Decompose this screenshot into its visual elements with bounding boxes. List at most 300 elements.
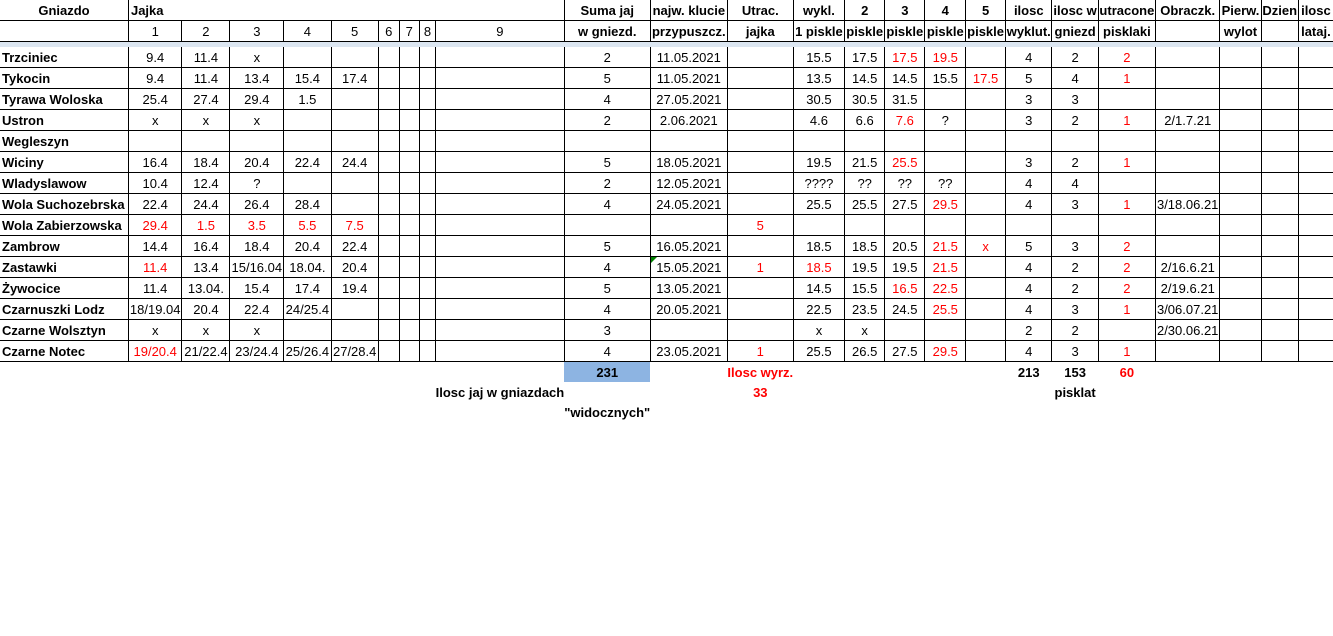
header-cell[interactable]: wykl. bbox=[793, 0, 845, 21]
data-cell[interactable]: 26.5 bbox=[845, 341, 885, 362]
data-cell[interactable] bbox=[1098, 173, 1155, 194]
data-cell[interactable]: 23.5 bbox=[845, 299, 885, 320]
data-cell[interactable] bbox=[1261, 236, 1298, 257]
data-cell[interactable] bbox=[436, 173, 565, 194]
total-cell[interactable] bbox=[650, 402, 727, 422]
data-cell[interactable]: 15.4 bbox=[284, 68, 331, 89]
data-cell[interactable]: 11.4 bbox=[128, 278, 181, 299]
total-cell[interactable] bbox=[1298, 362, 1333, 383]
data-cell[interactable]: 4 bbox=[1006, 299, 1052, 320]
data-cell[interactable]: 19.5 bbox=[885, 257, 925, 278]
gniezd-total[interactable]: 153 bbox=[1064, 364, 1086, 380]
data-cell[interactable] bbox=[399, 152, 419, 173]
data-cell[interactable] bbox=[1098, 131, 1155, 152]
data-cell[interactable]: 3.5 bbox=[230, 215, 284, 236]
data-cell[interactable] bbox=[419, 173, 435, 194]
data-cell[interactable] bbox=[1098, 215, 1155, 236]
data-cell[interactable] bbox=[1298, 194, 1333, 215]
data-cell[interactable]: 15.5 bbox=[845, 278, 885, 299]
data-cell[interactable] bbox=[378, 236, 399, 257]
header-cell[interactable]: ilosc bbox=[1006, 0, 1052, 21]
data-cell[interactable] bbox=[436, 341, 565, 362]
data-cell[interactable]: 19.5 bbox=[925, 47, 966, 68]
header-cell[interactable]: 6 bbox=[378, 21, 399, 42]
data-cell[interactable]: 22.4 bbox=[284, 152, 331, 173]
total-cell[interactable] bbox=[436, 402, 565, 422]
data-cell[interactable]: ? bbox=[925, 110, 966, 131]
data-cell[interactable] bbox=[378, 341, 399, 362]
data-cell[interactable]: 21.5 bbox=[925, 257, 966, 278]
pisklat-label[interactable]: pisklat bbox=[1054, 384, 1096, 400]
data-cell[interactable]: 31.5 bbox=[885, 89, 925, 110]
data-cell[interactable]: 3 bbox=[1052, 341, 1098, 362]
data-cell[interactable]: 18.5 bbox=[793, 236, 845, 257]
data-cell[interactable] bbox=[1220, 236, 1261, 257]
total-cell[interactable] bbox=[793, 382, 845, 402]
total-cell[interactable] bbox=[378, 402, 399, 422]
total-cell[interactable] bbox=[399, 402, 419, 422]
header-cell[interactable]: 8 bbox=[419, 21, 435, 42]
data-cell[interactable]: 7.5 bbox=[331, 215, 378, 236]
data-cell[interactable] bbox=[128, 131, 181, 152]
total-cell[interactable] bbox=[182, 362, 230, 383]
data-cell[interactable]: 1 bbox=[1098, 299, 1155, 320]
data-cell[interactable] bbox=[885, 320, 925, 341]
total-cell[interactable] bbox=[885, 362, 925, 383]
data-cell[interactable]: 25.5 bbox=[885, 152, 925, 173]
data-cell[interactable] bbox=[378, 152, 399, 173]
total-cell[interactable] bbox=[284, 362, 331, 383]
data-cell[interactable]: 24.4 bbox=[331, 152, 378, 173]
data-cell[interactable] bbox=[378, 110, 399, 131]
total-cell[interactable] bbox=[0, 382, 128, 402]
data-cell[interactable] bbox=[1006, 215, 1052, 236]
data-cell[interactable] bbox=[727, 89, 793, 110]
data-cell[interactable]: 2 bbox=[1052, 110, 1098, 131]
data-cell[interactable] bbox=[1261, 131, 1298, 152]
data-cell[interactable] bbox=[1298, 236, 1333, 257]
data-cell[interactable] bbox=[845, 215, 885, 236]
nest-name-cell[interactable]: Czarnuszki Lodz bbox=[0, 299, 128, 320]
data-cell[interactable]: 26.4 bbox=[230, 194, 284, 215]
data-cell[interactable]: 15.5 bbox=[925, 68, 966, 89]
total-cell[interactable] bbox=[925, 382, 966, 402]
data-cell[interactable]: 7.6 bbox=[885, 110, 925, 131]
data-cell[interactable]: 22.4 bbox=[128, 194, 181, 215]
data-cell[interactable]: 11.05.2021 bbox=[650, 68, 727, 89]
data-cell[interactable] bbox=[966, 152, 1006, 173]
data-cell[interactable] bbox=[925, 152, 966, 173]
data-cell[interactable] bbox=[1052, 131, 1098, 152]
header-cell[interactable]: 5 bbox=[331, 21, 378, 42]
data-cell[interactable] bbox=[1298, 341, 1333, 362]
total-cell[interactable] bbox=[419, 362, 435, 383]
data-cell[interactable]: 5 bbox=[564, 68, 650, 89]
data-cell[interactable]: 3 bbox=[564, 320, 650, 341]
total-cell[interactable] bbox=[793, 362, 845, 383]
total-cell[interactable] bbox=[399, 362, 419, 383]
header-cell[interactable]: ilosc bbox=[1298, 0, 1333, 21]
data-cell[interactable]: 17.5 bbox=[885, 47, 925, 68]
data-cell[interactable]: 5 bbox=[1006, 68, 1052, 89]
data-cell[interactable]: 2 bbox=[1052, 320, 1098, 341]
data-cell[interactable]: 25.5 bbox=[845, 194, 885, 215]
data-cell[interactable] bbox=[966, 110, 1006, 131]
data-cell[interactable] bbox=[966, 341, 1006, 362]
data-cell[interactable] bbox=[419, 89, 435, 110]
data-cell[interactable]: 17.5 bbox=[966, 68, 1006, 89]
data-cell[interactable] bbox=[419, 257, 435, 278]
data-cell[interactable]: 14.5 bbox=[793, 278, 845, 299]
data-cell[interactable] bbox=[378, 47, 399, 68]
data-cell[interactable] bbox=[436, 89, 565, 110]
nest-name-cell[interactable]: Wladyslawow bbox=[0, 173, 128, 194]
total-cell[interactable] bbox=[1098, 382, 1155, 402]
data-cell[interactable] bbox=[1298, 110, 1333, 131]
data-cell[interactable]: 20.05.2021 bbox=[650, 299, 727, 320]
header-cell[interactable]: piskle bbox=[966, 21, 1006, 42]
data-cell[interactable] bbox=[436, 131, 565, 152]
total-cell[interactable] bbox=[128, 362, 181, 383]
data-cell[interactable]: 1 bbox=[727, 341, 793, 362]
data-cell[interactable] bbox=[378, 299, 399, 320]
header-cell[interactable] bbox=[1156, 21, 1220, 42]
total-cell[interactable] bbox=[128, 402, 181, 422]
header-cell[interactable]: 3 bbox=[230, 21, 284, 42]
data-cell[interactable] bbox=[727, 320, 793, 341]
header-cell[interactable]: ilosc w bbox=[1052, 0, 1098, 21]
data-cell[interactable]: 22.5 bbox=[793, 299, 845, 320]
data-cell[interactable]: 28.4 bbox=[284, 194, 331, 215]
data-cell[interactable] bbox=[1261, 299, 1298, 320]
data-cell[interactable]: 2 bbox=[1052, 152, 1098, 173]
data-cell[interactable] bbox=[1298, 47, 1333, 68]
data-cell[interactable] bbox=[727, 173, 793, 194]
data-cell[interactable] bbox=[1220, 215, 1261, 236]
data-cell[interactable]: 3 bbox=[1052, 89, 1098, 110]
total-cell[interactable] bbox=[419, 382, 435, 402]
data-cell[interactable] bbox=[966, 320, 1006, 341]
header-cell[interactable]: Utrac. bbox=[727, 0, 793, 21]
header-cell[interactable] bbox=[284, 0, 331, 21]
header-cell[interactable]: lataj. bbox=[1298, 21, 1333, 42]
total-cell[interactable] bbox=[1298, 382, 1333, 402]
data-cell[interactable]: 5 bbox=[564, 278, 650, 299]
data-cell[interactable]: 4 bbox=[1006, 341, 1052, 362]
data-cell[interactable] bbox=[399, 173, 419, 194]
total-cell[interactable] bbox=[1156, 362, 1220, 383]
header-cell[interactable]: 5 bbox=[966, 0, 1006, 21]
total-cell[interactable] bbox=[1052, 402, 1098, 422]
total-cell[interactable] bbox=[378, 362, 399, 383]
total-cell[interactable] bbox=[1220, 382, 1261, 402]
data-cell[interactable] bbox=[1156, 68, 1220, 89]
total-cell[interactable] bbox=[1261, 382, 1298, 402]
data-cell[interactable]: 1.5 bbox=[182, 215, 230, 236]
data-cell[interactable]: ?? bbox=[925, 173, 966, 194]
data-cell[interactable] bbox=[650, 215, 727, 236]
data-cell[interactable]: x bbox=[182, 110, 230, 131]
total-cell[interactable] bbox=[378, 382, 399, 402]
data-cell[interactable] bbox=[925, 320, 966, 341]
data-cell[interactable] bbox=[399, 68, 419, 89]
data-cell[interactable] bbox=[331, 173, 378, 194]
data-cell[interactable] bbox=[1261, 278, 1298, 299]
data-cell[interactable]: 3 bbox=[1006, 152, 1052, 173]
data-cell[interactable] bbox=[419, 110, 435, 131]
data-cell[interactable] bbox=[1298, 299, 1333, 320]
data-cell[interactable]: 2/30.06.21 bbox=[1156, 320, 1220, 341]
total-cell[interactable] bbox=[230, 402, 284, 422]
data-cell[interactable] bbox=[845, 131, 885, 152]
ilosc-wyrz-label[interactable]: Ilosc wyrz. bbox=[727, 364, 794, 380]
data-cell[interactable] bbox=[727, 236, 793, 257]
header-cell[interactable]: 4 bbox=[925, 0, 966, 21]
header-cell[interactable]: 9 bbox=[436, 21, 565, 42]
data-cell[interactable]: 1 bbox=[1098, 68, 1155, 89]
data-cell[interactable]: 2 bbox=[564, 47, 650, 68]
data-cell[interactable] bbox=[727, 131, 793, 152]
header-cell[interactable] bbox=[419, 0, 435, 21]
data-cell[interactable] bbox=[436, 68, 565, 89]
nest-name-cell[interactable]: Wola Zabierzowska bbox=[0, 215, 128, 236]
total-cell[interactable] bbox=[845, 382, 885, 402]
header-cell[interactable]: Jajka bbox=[128, 0, 181, 21]
total-cell[interactable] bbox=[436, 362, 565, 383]
data-cell[interactable] bbox=[966, 173, 1006, 194]
data-cell[interactable] bbox=[1156, 152, 1220, 173]
data-cell[interactable]: 2 bbox=[564, 173, 650, 194]
data-cell[interactable]: 4 bbox=[1006, 47, 1052, 68]
total-cell[interactable] bbox=[793, 402, 845, 422]
data-cell[interactable]: 2 bbox=[1098, 257, 1155, 278]
data-cell[interactable]: 1 bbox=[1098, 341, 1155, 362]
data-cell[interactable] bbox=[436, 278, 565, 299]
header-cell[interactable]: 3 bbox=[885, 0, 925, 21]
data-cell[interactable] bbox=[1298, 68, 1333, 89]
header-cell[interactable]: pisklaki bbox=[1098, 21, 1155, 42]
data-cell[interactable]: 2 bbox=[1006, 320, 1052, 341]
data-cell[interactable] bbox=[1220, 110, 1261, 131]
total-cell[interactable] bbox=[399, 382, 419, 402]
data-cell[interactable]: 4 bbox=[1006, 194, 1052, 215]
total-cell[interactable] bbox=[230, 362, 284, 383]
data-cell[interactable]: 20.4 bbox=[230, 152, 284, 173]
total-cell[interactable] bbox=[845, 362, 885, 383]
data-cell[interactable] bbox=[1098, 89, 1155, 110]
total-cell[interactable] bbox=[885, 382, 925, 402]
data-cell[interactable]: 4 bbox=[564, 299, 650, 320]
nest-name-cell[interactable]: Wiciny bbox=[0, 152, 128, 173]
header-cell[interactable]: w gniezd. bbox=[564, 21, 650, 42]
data-cell[interactable]: 24.4 bbox=[182, 194, 230, 215]
data-cell[interactable] bbox=[436, 47, 565, 68]
data-cell[interactable] bbox=[727, 152, 793, 173]
data-cell[interactable]: 13.4 bbox=[230, 68, 284, 89]
data-cell[interactable] bbox=[1298, 257, 1333, 278]
header-cell[interactable] bbox=[378, 0, 399, 21]
data-cell[interactable] bbox=[378, 215, 399, 236]
data-cell[interactable] bbox=[1220, 299, 1261, 320]
data-cell[interactable]: 12.05.2021 bbox=[650, 173, 727, 194]
data-cell[interactable] bbox=[1156, 341, 1220, 362]
header-cell[interactable]: 2 bbox=[182, 21, 230, 42]
total-cell[interactable] bbox=[284, 382, 331, 402]
data-cell[interactable] bbox=[727, 110, 793, 131]
total-cell[interactable] bbox=[1156, 382, 1220, 402]
data-cell[interactable] bbox=[966, 215, 1006, 236]
data-cell[interactable]: 2 bbox=[1052, 278, 1098, 299]
data-cell[interactable] bbox=[436, 215, 565, 236]
data-cell[interactable]: 16.05.2021 bbox=[650, 236, 727, 257]
data-cell[interactable] bbox=[284, 47, 331, 68]
data-cell[interactable] bbox=[1156, 236, 1220, 257]
data-cell[interactable] bbox=[419, 194, 435, 215]
data-cell[interactable]: 4 bbox=[564, 257, 650, 278]
total-cell[interactable] bbox=[331, 382, 378, 402]
data-cell[interactable]: 29.4 bbox=[230, 89, 284, 110]
data-cell[interactable] bbox=[436, 152, 565, 173]
data-cell[interactable]: 3/18.06.21 bbox=[1156, 194, 1220, 215]
data-cell[interactable] bbox=[419, 152, 435, 173]
total-cell[interactable] bbox=[1261, 402, 1298, 422]
header-cell[interactable]: Gniazdo bbox=[0, 0, 128, 21]
data-cell[interactable]: 1 bbox=[1098, 194, 1155, 215]
data-cell[interactable]: ? bbox=[230, 173, 284, 194]
header-cell[interactable]: 7 bbox=[399, 21, 419, 42]
data-cell[interactable] bbox=[1156, 173, 1220, 194]
data-cell[interactable]: 15.05.2021 bbox=[650, 257, 727, 278]
nest-name-cell[interactable]: Wola Suchozebrska bbox=[0, 194, 128, 215]
data-cell[interactable]: 1 bbox=[1098, 152, 1155, 173]
data-cell[interactable] bbox=[1220, 47, 1261, 68]
data-cell[interactable]: 20.4 bbox=[331, 257, 378, 278]
data-cell[interactable] bbox=[399, 320, 419, 341]
header-cell[interactable]: Pierw. bbox=[1220, 0, 1261, 21]
data-cell[interactable]: 29.4 bbox=[128, 215, 181, 236]
data-cell[interactable] bbox=[1261, 110, 1298, 131]
total-cell[interactable] bbox=[230, 382, 284, 402]
data-cell[interactable] bbox=[727, 278, 793, 299]
utracone-total[interactable]: 60 bbox=[1119, 364, 1135, 380]
data-cell[interactable] bbox=[966, 131, 1006, 152]
data-cell[interactable] bbox=[966, 194, 1006, 215]
data-cell[interactable]: 22.4 bbox=[230, 299, 284, 320]
data-cell[interactable] bbox=[331, 320, 378, 341]
data-cell[interactable]: 27.5 bbox=[885, 194, 925, 215]
header-cell[interactable]: wylot bbox=[1220, 21, 1261, 42]
data-cell[interactable]: 25.5 bbox=[793, 341, 845, 362]
header-cell[interactable] bbox=[331, 0, 378, 21]
data-cell[interactable]: 5 bbox=[564, 236, 650, 257]
data-cell[interactable] bbox=[1298, 89, 1333, 110]
data-cell[interactable] bbox=[1261, 194, 1298, 215]
data-cell[interactable]: 15.4 bbox=[230, 278, 284, 299]
data-cell[interactable]: 15/16.04 bbox=[230, 257, 284, 278]
data-cell[interactable]: 24.5 bbox=[885, 299, 925, 320]
data-cell[interactable]: 20.4 bbox=[284, 236, 331, 257]
total-cell[interactable] bbox=[1261, 362, 1298, 383]
header-cell[interactable]: najw. klucie bbox=[650, 0, 727, 21]
data-cell[interactable] bbox=[966, 257, 1006, 278]
data-cell[interactable] bbox=[419, 278, 435, 299]
total-cell[interactable] bbox=[331, 402, 378, 422]
data-cell[interactable]: 4 bbox=[564, 194, 650, 215]
total-cell[interactable] bbox=[650, 382, 727, 402]
data-cell[interactable]: 21/22.4 bbox=[182, 341, 230, 362]
data-cell[interactable]: ?? bbox=[885, 173, 925, 194]
header-cell[interactable]: utracone bbox=[1098, 0, 1155, 21]
data-cell[interactable] bbox=[419, 236, 435, 257]
total-cell[interactable] bbox=[966, 362, 1006, 383]
header-cell[interactable]: piskle bbox=[845, 21, 885, 42]
data-cell[interactable] bbox=[1156, 131, 1220, 152]
data-cell[interactable] bbox=[1261, 89, 1298, 110]
data-cell[interactable] bbox=[1298, 131, 1333, 152]
data-cell[interactable] bbox=[1052, 215, 1098, 236]
data-cell[interactable]: 3 bbox=[1052, 299, 1098, 320]
data-cell[interactable]: 27.5 bbox=[885, 341, 925, 362]
total-cell[interactable] bbox=[182, 382, 230, 402]
data-cell[interactable]: 25.5 bbox=[925, 299, 966, 320]
data-cell[interactable]: 14.5 bbox=[845, 68, 885, 89]
data-cell[interactable] bbox=[1298, 215, 1333, 236]
suma-jaj-total[interactable]: 231 bbox=[564, 362, 650, 383]
data-cell[interactable] bbox=[1220, 152, 1261, 173]
header-cell[interactable] bbox=[1261, 21, 1298, 42]
data-cell[interactable] bbox=[650, 320, 727, 341]
data-cell[interactable]: 11.4 bbox=[182, 68, 230, 89]
data-cell[interactable] bbox=[378, 257, 399, 278]
data-cell[interactable]: 4 bbox=[1052, 173, 1098, 194]
data-cell[interactable] bbox=[399, 47, 419, 68]
ilosc-jaj-label[interactable]: Ilosc jaj w gniazdach bbox=[435, 384, 565, 400]
data-cell[interactable]: 17.4 bbox=[331, 68, 378, 89]
data-cell[interactable] bbox=[284, 110, 331, 131]
header-cell[interactable]: 4 bbox=[284, 21, 331, 42]
data-cell[interactable] bbox=[1098, 320, 1155, 341]
data-cell[interactable]: 16.4 bbox=[128, 152, 181, 173]
data-cell[interactable] bbox=[564, 215, 650, 236]
data-cell[interactable] bbox=[419, 299, 435, 320]
data-cell[interactable] bbox=[885, 215, 925, 236]
data-cell[interactable]: 4 bbox=[1006, 257, 1052, 278]
data-cell[interactable]: 4 bbox=[1006, 173, 1052, 194]
data-cell[interactable]: 5 bbox=[727, 215, 793, 236]
data-cell[interactable] bbox=[1298, 152, 1333, 173]
data-cell[interactable]: 2 bbox=[1098, 278, 1155, 299]
header-cell[interactable]: Dzien bbox=[1261, 0, 1298, 21]
data-cell[interactable] bbox=[564, 131, 650, 152]
header-cell[interactable]: jajka bbox=[727, 21, 793, 42]
data-cell[interactable] bbox=[1261, 215, 1298, 236]
nest-name-cell[interactable]: Wegleszyn bbox=[0, 131, 128, 152]
total-cell[interactable] bbox=[1298, 402, 1333, 422]
data-cell[interactable]: 2 bbox=[1052, 47, 1098, 68]
data-cell[interactable]: 23.05.2021 bbox=[650, 341, 727, 362]
data-cell[interactable] bbox=[436, 257, 565, 278]
total-cell[interactable] bbox=[564, 382, 650, 402]
data-cell[interactable]: 19.5 bbox=[793, 152, 845, 173]
data-cell[interactable] bbox=[419, 68, 435, 89]
data-cell[interactable]: 25.4 bbox=[128, 89, 181, 110]
data-cell[interactable] bbox=[1220, 194, 1261, 215]
data-cell[interactable] bbox=[399, 278, 419, 299]
data-cell[interactable] bbox=[378, 194, 399, 215]
total-cell[interactable] bbox=[1220, 362, 1261, 383]
data-cell[interactable]: 3 bbox=[1052, 236, 1098, 257]
data-cell[interactable] bbox=[436, 194, 565, 215]
